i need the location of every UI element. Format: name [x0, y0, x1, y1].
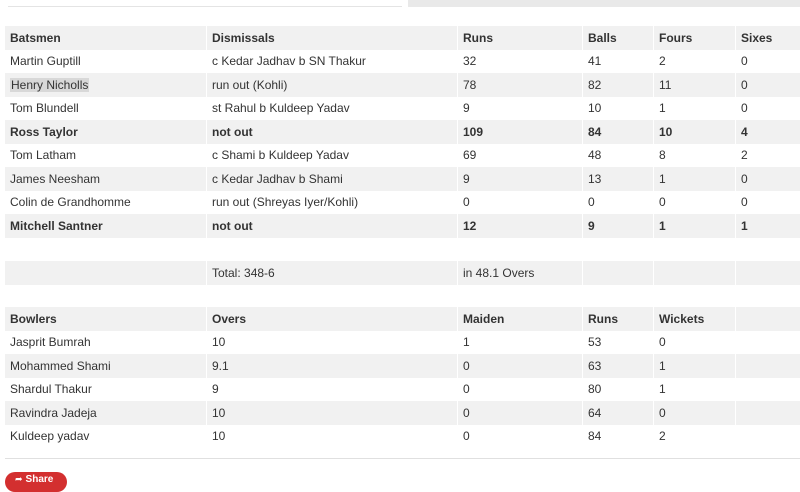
wickets: 1 — [654, 354, 736, 378]
balls: 84 — [583, 120, 654, 144]
fours: 1 — [654, 214, 736, 238]
dismissal: not out — [207, 120, 458, 144]
total-row — [5, 261, 800, 285]
top-divider — [8, 0, 402, 7]
table-row — [5, 425, 800, 449]
fours-header: Fours — [654, 26, 736, 50]
sixes: 2 — [741, 148, 748, 163]
dismissal: run out (Kohli) — [207, 73, 458, 97]
dismissal: c Kedar Jadhav b Shami — [207, 167, 458, 191]
table-row — [5, 331, 800, 355]
table-row — [5, 354, 800, 378]
total-overs: in 48.1 Overs — [458, 261, 583, 285]
table-row — [5, 120, 800, 144]
batsman-name: Ross Taylor — [5, 120, 207, 144]
table-row — [5, 401, 800, 425]
fours: 1 — [654, 97, 736, 121]
fours: 8 — [654, 144, 736, 168]
runs: 63 — [583, 354, 654, 378]
table-row — [5, 214, 800, 238]
runs-header: Runs — [583, 307, 654, 331]
bottom-divider — [5, 458, 800, 459]
sixes: 1 — [736, 214, 800, 238]
sixes: 0 — [741, 101, 748, 116]
runs: 53 — [583, 331, 654, 355]
fours: 0 — [654, 191, 736, 215]
runs: 84 — [583, 425, 654, 449]
runs: 32 — [458, 50, 583, 74]
share-icon: ➦ — [15, 474, 23, 484]
batsman-name[interactable]: Henry Nicholls — [11, 77, 89, 92]
total-score: Total: 348-6 — [207, 261, 458, 285]
maiden: 0 — [458, 401, 583, 425]
top-bar — [408, 0, 800, 7]
bowling-header-row — [5, 307, 800, 331]
table-row — [5, 97, 800, 121]
maiden: 0 — [458, 378, 583, 402]
dismissal: run out (Shreyas Iyer/Kohli) — [207, 191, 458, 215]
runs: 9 — [458, 167, 583, 191]
overs: 10 — [207, 331, 458, 355]
runs: 9 — [458, 97, 583, 121]
runs: 78 — [458, 73, 583, 97]
wickets: 2 — [654, 425, 736, 449]
overs: 9.1 — [207, 354, 458, 378]
share-button[interactable] — [5, 472, 67, 492]
dismissal: st Rahul b Kuldeep Yadav — [207, 97, 458, 121]
overs-header: Overs — [207, 307, 458, 331]
table-row — [5, 50, 800, 74]
sixes: 0 — [741, 195, 748, 210]
overs: 10 — [207, 425, 458, 449]
batsman-name: Tom Blundell — [5, 97, 207, 121]
table-row — [5, 378, 800, 402]
balls: 13 — [583, 167, 654, 191]
runs: 64 — [583, 401, 654, 425]
runs: 69 — [458, 144, 583, 168]
bowlers-header: Bowlers — [5, 307, 207, 331]
overs: 9 — [207, 378, 458, 402]
runs-header: Runs — [458, 26, 583, 50]
fours: 2 — [654, 50, 736, 74]
overs: 10 — [207, 401, 458, 425]
balls: 10 — [583, 97, 654, 121]
sixes: 0 — [741, 54, 748, 69]
balls: 9 — [583, 214, 654, 238]
dismissal: c Kedar Jadhav b SN Thakur — [207, 50, 458, 74]
balls: 41 — [583, 50, 654, 74]
fours: 10 — [654, 120, 736, 144]
spacer-row — [5, 238, 800, 262]
fours: 11 — [654, 73, 736, 97]
table-row — [5, 191, 800, 215]
batsman-name: Tom Latham — [5, 144, 207, 168]
sixes: 4 — [736, 120, 800, 144]
dismissal: c Shami b Kuldeep Yadav — [207, 144, 458, 168]
balls: 82 — [583, 73, 654, 97]
batsmen-header: Batsmen — [5, 26, 207, 50]
wickets: 0 — [654, 401, 736, 425]
wickets: 1 — [654, 378, 736, 402]
bowler-name: Kuldeep yadav — [5, 425, 207, 449]
table-row — [5, 73, 800, 97]
runs: 109 — [458, 120, 583, 144]
batsman-name: Martin Guptill — [5, 50, 207, 74]
fours: 1 — [654, 167, 736, 191]
dismissal: not out — [207, 214, 458, 238]
maiden: 0 — [458, 425, 583, 449]
runs: 80 — [583, 378, 654, 402]
maiden-header: Maiden — [458, 307, 583, 331]
batsman-name-cell — [5, 73, 207, 97]
batting-scorecard — [5, 26, 800, 285]
table-row — [5, 167, 800, 191]
batsman-name: Mitchell Santner — [5, 214, 207, 238]
runs: 12 — [458, 214, 583, 238]
sixes-header: Sixes — [736, 26, 800, 50]
total-blank — [5, 261, 207, 285]
bowler-name: Shardul Thakur — [5, 378, 207, 402]
maiden: 1 — [458, 331, 583, 355]
balls-header: Balls — [583, 26, 654, 50]
balls: 48 — [583, 144, 654, 168]
sixes: 0 — [736, 167, 800, 191]
batsman-name: James Neesham — [5, 167, 207, 191]
bowler-name: Mohammed Shami — [5, 354, 207, 378]
bowler-name: Ravindra Jadeja — [5, 401, 207, 425]
balls: 0 — [583, 191, 654, 215]
runs: 0 — [458, 191, 583, 215]
wickets: 0 — [654, 331, 736, 355]
bowling-scorecard — [5, 307, 800, 448]
maiden: 0 — [458, 354, 583, 378]
batting-header-row — [5, 26, 800, 50]
share-label: Share — [25, 474, 54, 485]
dismissals-header: Dismissals — [207, 26, 458, 50]
sixes: 0 — [736, 73, 800, 97]
bowler-name: Jasprit Bumrah — [5, 331, 207, 355]
wickets-header: Wickets — [654, 307, 736, 331]
table-row — [5, 144, 800, 168]
batsman-name: Colin de Grandhomme — [5, 191, 207, 215]
